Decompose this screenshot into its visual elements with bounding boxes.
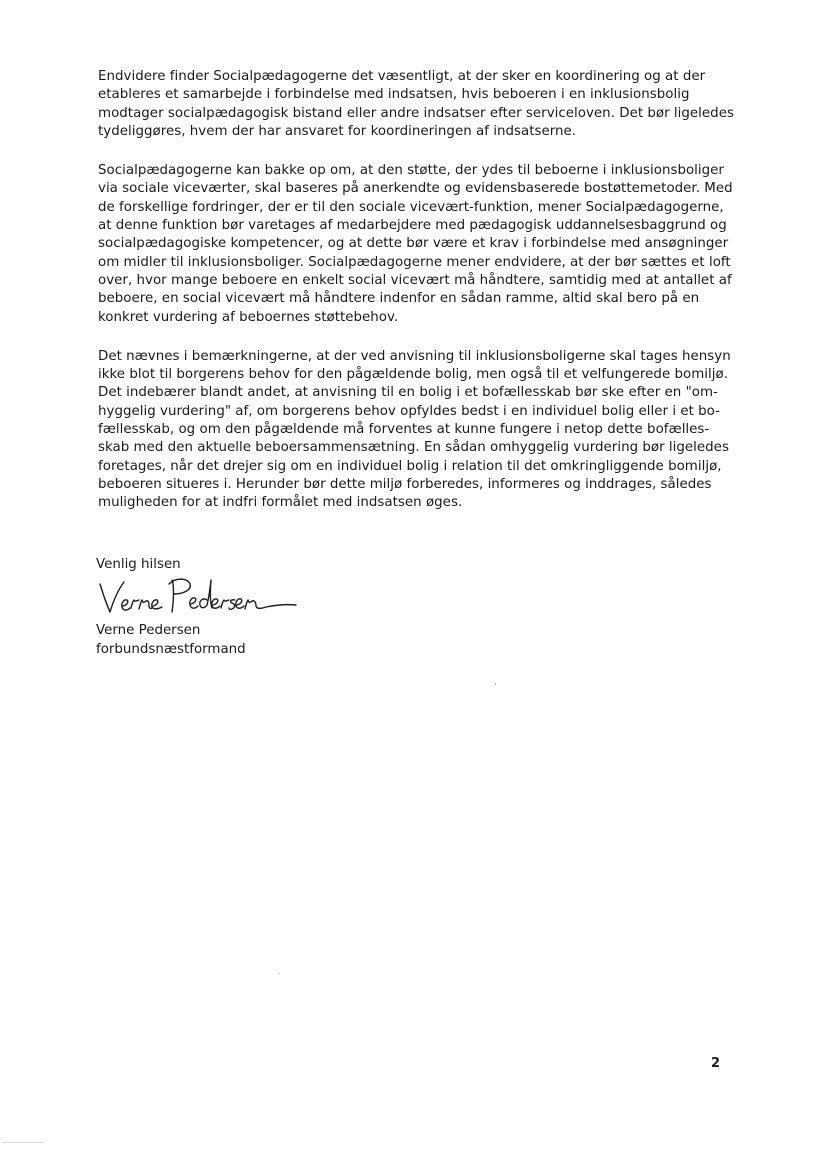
text-line: ikke blot til borgerens behov for den pågældende bolig, men også til et velfungerede bomiljø. [98,367,728,383]
text-line: etableres et samarbejde i forbindelse med indsatsen, hvis beboeren i en inklusionsbolig [98,87,690,103]
handwritten-signature [96,572,306,622]
text-line: muligheden for at indfri formålet med indsatsen øges. [98,495,463,511]
text-line: Det nævnes i bemærkningerne, at der ved anvisning til inklusionsboligerne skal tages hensyn [98,348,731,364]
closing-greeting: Venlig hilsen [96,557,181,572]
body-paragraph [98,162,738,327]
text-line: over, hvor mange beboere en enkelt social vicevært må håndtere, samtidig med at antallet af [98,272,732,288]
text-line: konkret vurdering af beboernes støttebehov. [98,309,399,325]
text-line: Det indebærer blandt andet, at anvisning til en bolig i et bofællesskab bør ske efter en "om- [98,385,718,401]
scan-speck [495,683,496,685]
text-line: at denne funktion bør varetages af medarbejdere med pædagogisk uddannelsesbaggrund og [98,218,727,234]
letter-body [98,68,738,534]
text-line: beboere, en social vicevært må håndtere indenfor en sådan ramme, altid skal bero på en [98,291,700,307]
scan-speck [279,973,280,974]
body-paragraph [98,348,738,513]
text-line: Socialpædagogerne kan bakke op om, at den støtte, der ydes til beboerne i inklusionsboliger [98,163,724,179]
text-line: Endvidere finder Socialpædagogerne det væsentligt, at der sker en koordinering og at der [98,69,706,84]
body-paragraph [98,68,738,141]
text-line: via sociale viceværter, skal baseres på anerkendte og evidensbaserede bostøttemetoder. Med [98,181,733,197]
page-number: 2 [711,1056,721,1071]
scan-speck [2,1142,44,1143]
signer-title: forbundsnæstformand [96,642,246,657]
text-line: hyggelig vurdering" af, om borgerens behov opfyldes bedst i en individuel bolig eller i et bo- [98,403,720,419]
text-line: skab med den aktuelle beboersammensætning. En sådan omhyggelig vurdering bør ligeledes [98,440,729,456]
text-line: tydeliggøres, hvem der har ansvaret for koordineringen af indsatserne. [98,123,577,139]
text-line: beboeren situeres i. Herunder bør dette miljø forberedes, informeres og inddrages, således [98,476,712,492]
text-line: om midler til inklusionsboliger. Socialpædagogerne mener endvidere, at der bør sættes et loft [98,254,731,270]
text-line: foretages, når det drejer sig om en individuel bolig i relation til det omkringliggende bomiljø, [98,458,722,474]
text-line: socialpædagogiske kompetencer, og at dette bør være et krav i forbindelse med ansøgninger [98,236,729,252]
text-line: fællesskab, og om den pågældende må forventes at kunne fungere i netop dette bofælles- [98,422,710,438]
text-line: de forskellige fordringer, der er til den sociale vicevært-funktion, mener Socialpædagogerne, [98,199,724,215]
signer-name: Verne Pedersen [96,623,201,638]
text-line: modtager socialpædagogisk bistand eller andre indsatser efter serviceloven. Det bør ligeledes [98,105,734,121]
